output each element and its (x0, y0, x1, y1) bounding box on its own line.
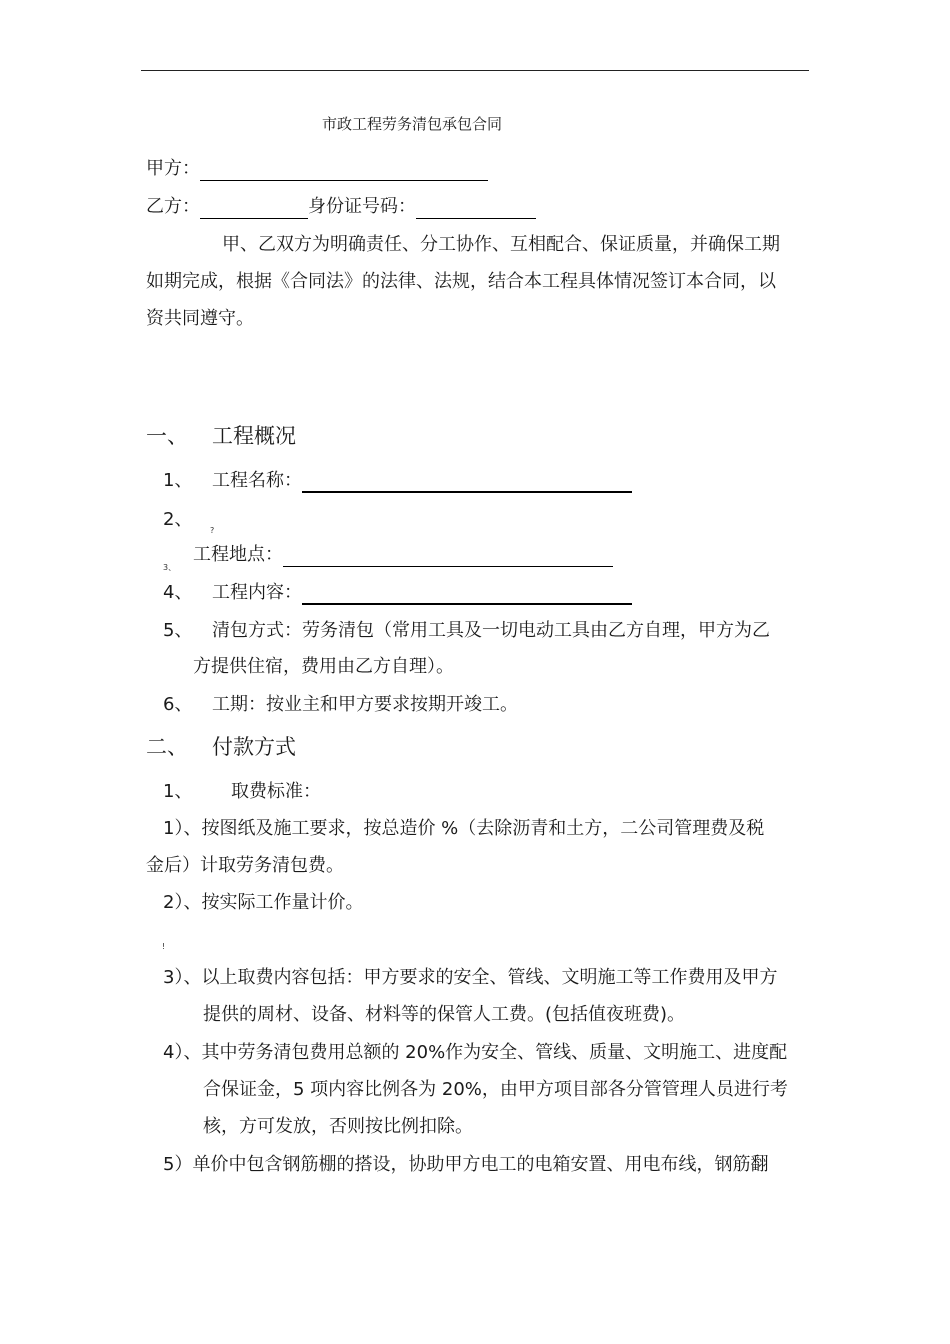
payment-clause-1-line-2: 金后）计取劳务清包费。 (146, 855, 344, 876)
project-name-blank (302, 471, 632, 493)
payment-clause-3-line-2: 提供的周材、设备、材料等的保管人工费。(包括值夜班费)。 (203, 1004, 686, 1025)
intro-line-3: 资共同遵守。 (146, 308, 254, 329)
item4-number: 4、 (163, 582, 193, 603)
id-number-label: 身份证号码： (308, 196, 416, 217)
item4-label: 工程内容： (212, 582, 302, 603)
item3-line (193, 543, 613, 567)
intro-line-1: 甲、乙双方为明确责任、分工协作、互相配合、保证质量，并确保工期 (222, 234, 780, 255)
stray-mark: ! (162, 942, 166, 951)
fee-number: 1、 (163, 781, 193, 802)
item3-label: 工程地点： (193, 544, 283, 565)
party-a-line (146, 157, 488, 181)
payment-clause-1-line-1: 1）、按图纸及施工要求，按总造价 %（去除沥青和土方，二公司管理费及税 (163, 818, 765, 839)
party-a-label: 甲方： (146, 158, 200, 179)
item2-number: 2、 (163, 509, 193, 530)
document-title: 市政工程劳务清包承包合同 (322, 115, 503, 133)
payment-clause-2: 2）、按实际工作量计价。 (163, 892, 364, 913)
payment-clause-4-line-3: 核，方可发放，否则按比例扣除。 (203, 1116, 473, 1137)
item5-line-2: 方提供住宿，费用由乙方自理）。 (193, 656, 454, 677)
section2-title: 付款方式 (212, 735, 296, 759)
section1-title: 工程概况 (212, 424, 296, 448)
stray-mark: ? (210, 526, 215, 535)
item3-number: 3、 (163, 563, 177, 572)
section2-number: 二、 (146, 735, 188, 759)
item6-text: 工期：按业主和甲方要求按期开竣工。 (212, 694, 518, 715)
party-a-blank (200, 160, 488, 181)
item4-line (212, 581, 632, 605)
party-b-label: 乙方： (146, 196, 200, 217)
payment-clause-3-line-1: 3）、以上取费内容包括：甲方要求的安全、管线、文明施工等工作费用及甲方 (163, 967, 778, 988)
item1-line (212, 469, 632, 493)
item1-label: 工程名称： (212, 470, 302, 491)
intro-line-2: 如期完成，根据《合同法》的法律、法规，结合本工程具体情况签订本合同，以 (146, 271, 776, 292)
payment-clause-4-line-2: 合保证金，5 项内容比例各为 20%，由甲方项目部各分管管理人员进行考 (203, 1079, 788, 1100)
payment-clause-5-line-1: 5）单价中包含钢筋棚的搭设，协助甲方电工的电箱安置、用电布线，钢筋翻 (163, 1154, 769, 1175)
party-b-blank (200, 198, 308, 219)
project-content-blank (302, 583, 632, 605)
party-b-line (146, 195, 536, 219)
top-rule (141, 70, 809, 71)
item5-number: 5、 (163, 620, 193, 641)
item5-line-1: 清包方式：劳务清包（常用工具及一切电动工具由乙方自理，甲方为乙 (212, 620, 770, 641)
payment-clause-4-line-1: 4）、其中劳务清包费用总额的 20%作为安全、管线、质量、文明施工、进度配 (163, 1042, 788, 1063)
project-location-blank (283, 546, 613, 567)
item6-number: 6、 (163, 694, 193, 715)
id-number-blank (416, 198, 536, 219)
section1-number: 一、 (146, 424, 188, 448)
item1-number: 1、 (163, 470, 193, 491)
fee-title: 取费标准： (231, 781, 321, 802)
